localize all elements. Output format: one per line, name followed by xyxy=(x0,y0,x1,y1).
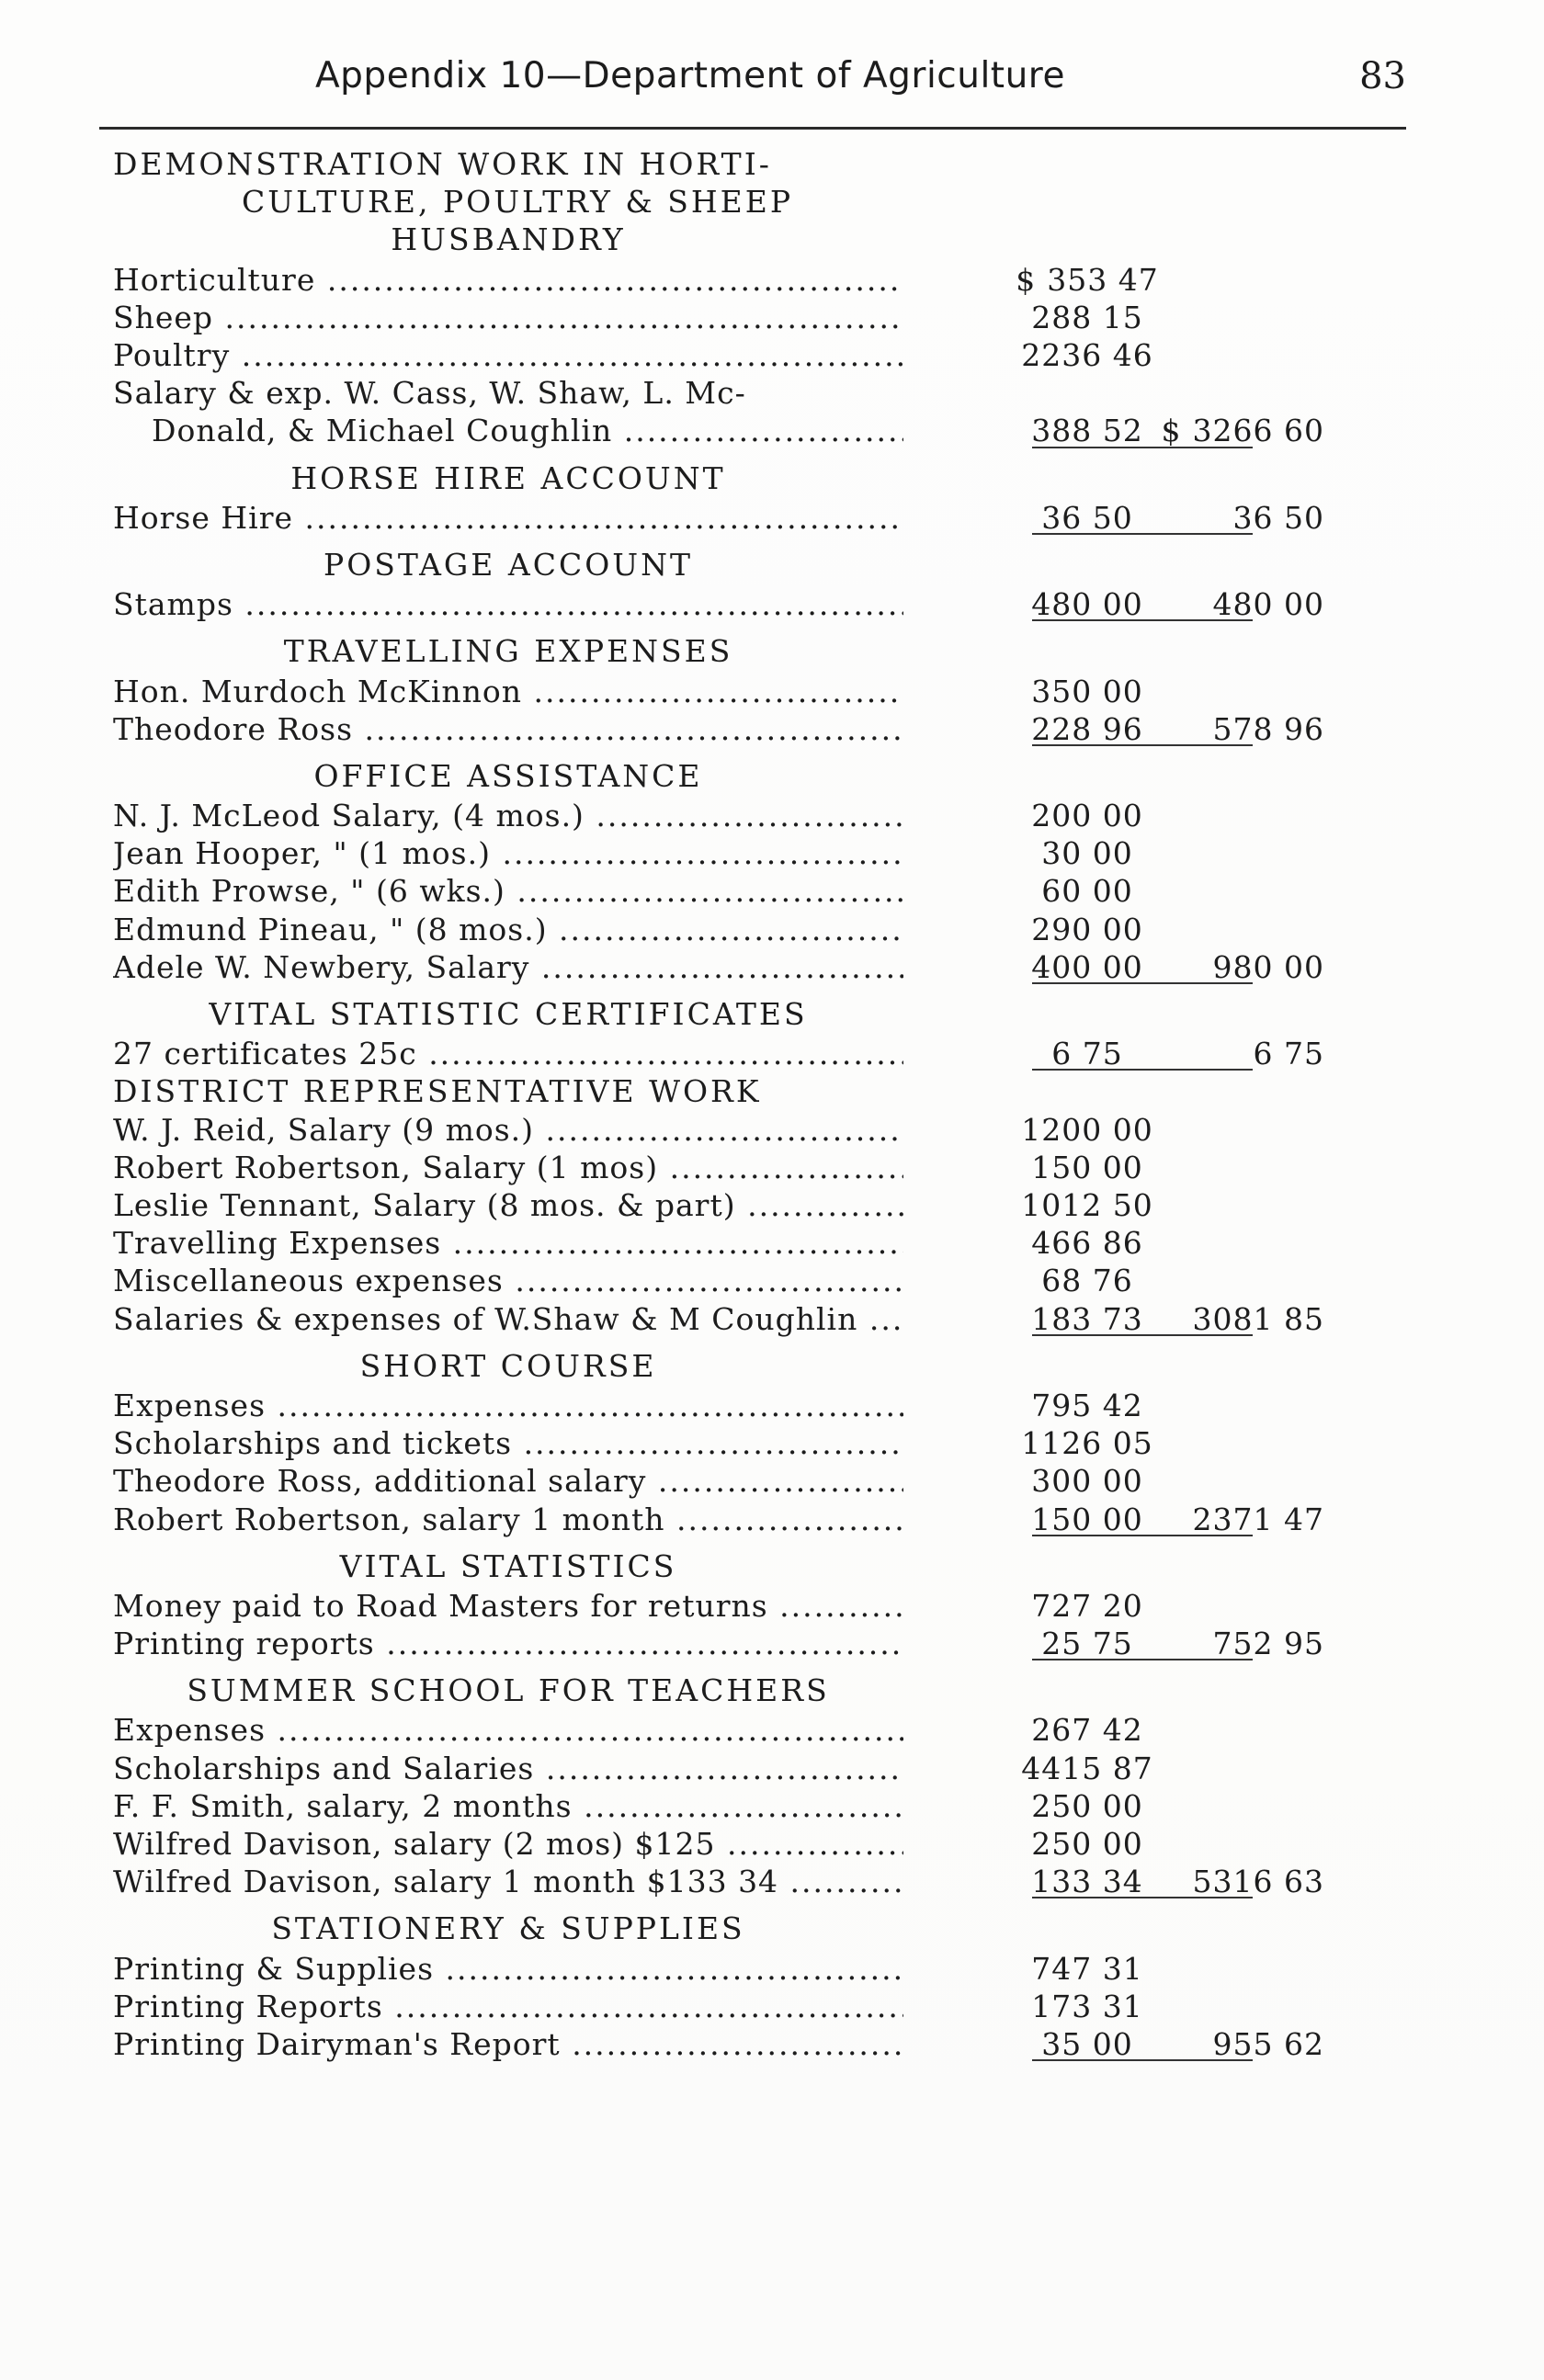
amount-value: 30 00 xyxy=(1041,835,1133,872)
ledger-row xyxy=(113,336,1335,374)
section-rows xyxy=(113,1035,1335,1072)
row-label: Jean Hooper, " (1 mos.) ..... xyxy=(113,834,903,872)
ledger-row xyxy=(113,797,1335,834)
row-label: Adele W. Newbery, Salary ..... xyxy=(113,948,903,986)
amount-value: 150 00 xyxy=(1031,1501,1143,1537)
ledger-row xyxy=(113,1186,1335,1224)
row-label: Horse Hire ..... xyxy=(113,499,903,537)
section-rows xyxy=(113,1111,1335,1338)
row-amount xyxy=(922,261,1253,299)
row-amount xyxy=(922,1424,1253,1462)
section-heading-district: DISTRICT REPRESENTATIVE WORK xyxy=(113,1073,762,1110)
amount-value: 795 42 xyxy=(1031,1387,1143,1423)
row-amount xyxy=(922,1186,1253,1224)
row-label: Hon. Murdoch McKinnon ..... xyxy=(113,673,903,710)
section-heading-vital-statistics: VITAL STATISTICS xyxy=(339,1547,677,1584)
ledger-row xyxy=(113,1988,1335,2025)
amount-value: 1200 00 xyxy=(1021,1111,1153,1148)
ledger-row xyxy=(113,1750,1335,1787)
amount-value: 250 00 xyxy=(1031,1787,1143,1824)
amount-value: 200 00 xyxy=(1031,798,1143,834)
row-amount xyxy=(922,1262,1253,1299)
row-label: Salaries & expenses of W.Shaw & M Coughlin ..... xyxy=(113,1300,903,1338)
row-label: Robert Robertson, Salary (1 mos) ..... xyxy=(113,1149,903,1186)
row-amount xyxy=(922,1587,1253,1625)
amount-value: 2236 46 xyxy=(1021,336,1153,373)
amount-value: 388 52 xyxy=(1031,413,1143,449)
dollar-sign: $ xyxy=(1016,261,1037,298)
amount-value: 183 73 xyxy=(1031,1300,1143,1337)
amount-value: 1012 50 xyxy=(1021,1187,1153,1223)
row-total xyxy=(1141,585,1324,623)
section-rows xyxy=(113,261,1335,450)
amount-value: 6 75 xyxy=(1051,1036,1123,1072)
amount-value: 133 34 xyxy=(1031,1864,1143,1900)
amount-value: 250 00 xyxy=(1031,1826,1143,1863)
section-rows xyxy=(113,1950,1335,2064)
total-value: 3081 85 xyxy=(1192,1300,1324,1337)
row-label: W. J. Reid, Salary (9 mos.) ..... xyxy=(113,1111,903,1149)
amount-value: 4415 87 xyxy=(1021,1750,1153,1786)
total-value: 955 62 xyxy=(1212,2026,1324,2062)
ledger-row xyxy=(113,1424,1335,1462)
amount-value: 173 31 xyxy=(1031,1988,1143,2024)
row-label: Scholarships and Salaries ..... xyxy=(113,1750,903,1787)
amount-value: 353 47 xyxy=(1047,261,1159,298)
amount-value: 267 42 xyxy=(1031,1712,1143,1749)
section-heading-vital-certificates: VITAL STATISTIC CERTIFICATES xyxy=(209,996,808,1033)
section-heading-postage: POSTAGE ACCOUNT xyxy=(324,546,693,583)
amount-value: 300 00 xyxy=(1031,1463,1143,1500)
amount-value: 480 00 xyxy=(1031,586,1143,623)
row-amount xyxy=(922,1825,1253,1863)
section-rows xyxy=(113,499,1335,537)
row-label: Printing reports ..... xyxy=(113,1625,903,1662)
row-label: Printing Dairyman's Report ..... xyxy=(113,2025,903,2063)
ledger-row xyxy=(113,872,1335,910)
section-heading-short-course: SHORT COURSE xyxy=(359,1347,657,1384)
ledger-row xyxy=(113,1625,1335,1662)
row-amount xyxy=(922,1711,1253,1749)
section-rows xyxy=(113,585,1335,623)
section-rows xyxy=(113,673,1335,748)
row-total xyxy=(1141,1863,1324,1900)
ledger-row xyxy=(113,2025,1335,2063)
amount-value: 747 31 xyxy=(1031,1950,1143,1987)
row-total xyxy=(1141,412,1324,449)
ledger-row xyxy=(113,1863,1335,1900)
row-amount xyxy=(922,1224,1253,1262)
total-value: 480 00 xyxy=(1212,586,1324,623)
heading-line: CULTURE, POULTRY & SHEEP xyxy=(241,184,794,221)
row-total xyxy=(1141,2025,1324,2063)
ledger-row xyxy=(113,585,1335,623)
ledger-row xyxy=(113,1035,1335,1072)
row-amount xyxy=(922,1787,1253,1825)
ledger-row xyxy=(113,1950,1335,1988)
ledger-row xyxy=(113,1262,1335,1299)
dollar-sign: $ xyxy=(1161,413,1182,449)
row-label: Wilfred Davison, salary 1 month $133 34 ..... xyxy=(113,1863,903,1900)
amount-value: 1126 05 xyxy=(1021,1425,1153,1462)
amount-value: 36 50 xyxy=(1041,499,1133,536)
row-label: Money paid to Road Masters for returns ..... xyxy=(113,1587,903,1625)
amount-value: 68 76 xyxy=(1041,1263,1133,1299)
row-label: Theodore Ross ..... xyxy=(113,710,903,748)
row-label: Expenses ..... xyxy=(113,1387,903,1424)
ledger-row xyxy=(113,948,1335,986)
ledger-row xyxy=(113,911,1335,948)
row-label: Sheep ..... xyxy=(113,299,903,336)
section-heading-demonstration xyxy=(113,145,903,259)
row-amount xyxy=(922,872,1253,910)
row-label: Poultry ..... xyxy=(113,336,903,374)
ledger-row xyxy=(113,1387,1335,1424)
row-label: Expenses ..... xyxy=(113,1711,903,1749)
ledger-row xyxy=(113,1711,1335,1749)
ledger-row xyxy=(113,1300,1335,1338)
row-amount xyxy=(922,336,1253,374)
total-value: 578 96 xyxy=(1212,710,1324,747)
ledger-row xyxy=(113,499,1335,537)
row-amount xyxy=(922,834,1253,872)
amount-value: 288 15 xyxy=(1031,299,1143,335)
amount-value: 150 00 xyxy=(1031,1149,1143,1185)
section-rows xyxy=(113,1387,1335,1538)
amount-value: 727 20 xyxy=(1031,1587,1143,1624)
row-label: 27 certificates 25c ..... xyxy=(113,1035,903,1072)
ledger-row xyxy=(113,834,1335,872)
row-amount xyxy=(922,1387,1253,1424)
ledger-row xyxy=(113,299,1335,336)
row-label: Travelling Expenses ..... xyxy=(113,1224,903,1262)
row-amount xyxy=(922,1988,1253,2025)
row-label: Donald, & Michael Coughlin ..... xyxy=(113,412,903,449)
running-header xyxy=(99,39,1406,130)
ledger-row xyxy=(113,1149,1335,1186)
row-amount xyxy=(922,1111,1253,1149)
amount-value: 400 00 xyxy=(1031,948,1143,985)
amount-value: 466 86 xyxy=(1031,1225,1143,1262)
total-value: 36 50 xyxy=(1232,499,1324,536)
section-heading-horse-hire: HORSE HIRE ACCOUNT xyxy=(290,459,726,496)
amount-value: 350 00 xyxy=(1031,673,1143,709)
ledger-row xyxy=(113,1111,1335,1149)
total-value: 752 95 xyxy=(1212,1626,1324,1662)
row-label: Leslie Tennant, Salary (8 mos. & part) ..... xyxy=(113,1186,903,1224)
row-amount xyxy=(922,911,1253,948)
row-label: Horticulture ..... xyxy=(113,261,903,299)
row-label: F. F. Smith, salary, 2 months ..... xyxy=(113,1787,903,1825)
row-label: Printing & Supplies ..... xyxy=(113,1950,903,1988)
amount-value: 228 96 xyxy=(1031,710,1143,747)
section-heading-stationery: STATIONERY & SUPPLIES xyxy=(271,1910,745,1947)
ledger-row xyxy=(113,673,1335,710)
row-amount xyxy=(922,1950,1253,1988)
ledger-row xyxy=(113,1224,1335,1262)
total-value: 5316 63 xyxy=(1192,1864,1324,1900)
row-label: Printing Reports ..... xyxy=(113,1988,903,2025)
row-amount xyxy=(922,673,1253,710)
row-total xyxy=(1141,1035,1324,1072)
section-heading-office: OFFICE ASSISTANCE xyxy=(313,757,703,794)
ledger-row xyxy=(113,1462,1335,1500)
ledger-row xyxy=(113,710,1335,748)
amount-value: 35 00 xyxy=(1041,2026,1133,2062)
row-total xyxy=(1141,948,1324,986)
row-label: Wilfred Davison, salary (2 mos) $125 ..... xyxy=(113,1825,903,1863)
page-number: 83 xyxy=(1359,55,1406,97)
ledger-row xyxy=(113,1825,1335,1863)
total-value: 6 75 xyxy=(1253,1036,1324,1072)
total-value: 2371 47 xyxy=(1192,1501,1324,1537)
row-total xyxy=(1141,499,1324,537)
row-amount xyxy=(922,1750,1253,1787)
row-label: Miscellaneous expenses ..... xyxy=(113,1262,903,1299)
amount-value: 290 00 xyxy=(1031,911,1143,947)
ledger-row xyxy=(113,261,1335,299)
row-amount xyxy=(922,299,1253,336)
row-amount xyxy=(922,1462,1253,1500)
section-rows xyxy=(113,797,1335,986)
ledger-row xyxy=(113,1587,1335,1625)
row-label: Scholarships and tickets ..... xyxy=(113,1424,903,1462)
row-label: Theodore Ross, additional salary ..... xyxy=(113,1462,903,1500)
row-label: Edith Prowse, " (6 wks.) ..... xyxy=(113,872,903,910)
section-heading-summer-school: SUMMER SCHOOL FOR TEACHERS xyxy=(187,1672,830,1709)
total-value: 3266 60 xyxy=(1192,413,1324,449)
ledger-row xyxy=(113,1501,1335,1538)
running-title: Appendix 10—Department of Agriculture xyxy=(315,55,1065,96)
row-label: Robert Robertson, salary 1 month ..... xyxy=(113,1501,903,1538)
amount-value: 25 75 xyxy=(1041,1626,1133,1662)
heading-line: DEMONSTRATION WORK IN HORTI- xyxy=(113,146,772,182)
row-amount xyxy=(922,797,1253,834)
amount-value: 60 00 xyxy=(1041,873,1133,910)
row-total xyxy=(1141,1300,1324,1338)
section-heading-travelling: TRAVELLING EXPENSES xyxy=(283,633,733,670)
ledger-row xyxy=(113,374,1335,412)
row-total xyxy=(1141,1625,1324,1662)
section-rows xyxy=(113,1711,1335,1900)
row-amount xyxy=(922,1149,1253,1186)
row-label: Edmund Pineau, " (8 mos.) ..... xyxy=(113,911,903,948)
row-label: Salary & exp. W. Cass, W. Shaw, L. Mc- xyxy=(113,375,746,412)
row-total xyxy=(1141,1501,1324,1538)
heading-line: HUSBANDRY xyxy=(391,221,626,258)
total-value: 980 00 xyxy=(1212,948,1324,985)
ledger-row xyxy=(113,412,1335,449)
row-label: N. J. McLeod Salary, (4 mos.) ..... xyxy=(113,797,903,834)
section-rows xyxy=(113,1587,1335,1662)
row-label: Stamps ..... xyxy=(113,585,903,623)
row-total xyxy=(1141,710,1324,748)
accounts-list xyxy=(113,145,1335,2063)
ledger-row xyxy=(113,1787,1335,1825)
